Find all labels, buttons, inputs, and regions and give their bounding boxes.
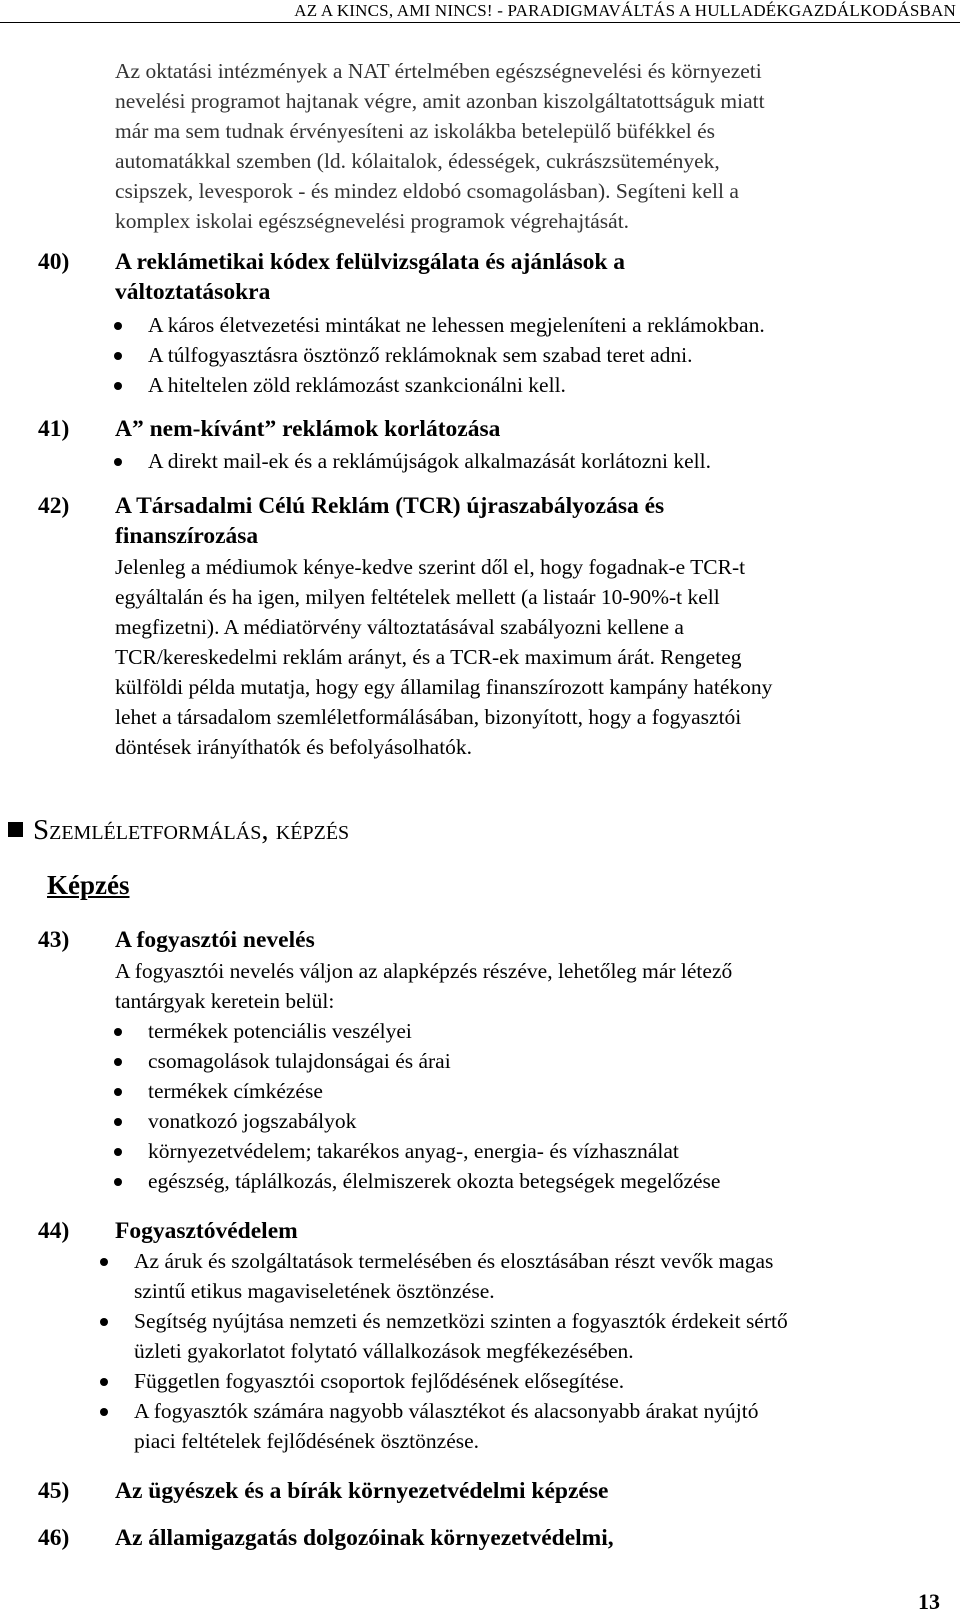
list-item-text: környezetvédelem; takarékos anyag-, energia- és vízhasználat [148, 1139, 679, 1163]
list-item [148, 1166, 928, 1196]
chapter-title: Szemléletformálás, képzés [33, 814, 350, 846]
list-item-text: A hiteltelen zöld reklámozást szankcionálni kell. [148, 373, 566, 397]
subheading: Képzés [47, 870, 130, 900]
list-item [148, 1136, 928, 1166]
list-item [148, 1016, 928, 1046]
list-item-text: vonatkozó jogszabályok [148, 1109, 357, 1133]
section-43-paragraph [115, 956, 935, 1016]
list-item-text: Az áruk és szolgáltatások termelésében és elosztásában részt vevők magas [134, 1249, 774, 1273]
bullet-icon [114, 1148, 122, 1156]
intro-line: Az oktatási intézmények a NAT értelmében egészségnevelési és környezeti [115, 59, 762, 83]
section-43-list [148, 1016, 928, 1196]
list-item-text: egészség, táplálkozás, élelmiszerek okozta betegségek megelőzése [148, 1169, 721, 1193]
intro-line: nevelési programot hajtanak végre, amit azonban kiszolgáltatottságuk miatt [115, 89, 765, 113]
bullet-icon [114, 352, 122, 360]
list-item-text: csomagolások tulajdonságai és árai [148, 1049, 451, 1073]
list-item-text: A káros életvezetési mintákat ne lehessen megjeleníteni a reklámokban. [148, 313, 765, 337]
list-item-text: A túlfogyasztásra ösztönző reklámoknak sem szabad teret adni. [148, 343, 693, 367]
paragraph-line: lehet a társadalom szemléletformálásában, bizonyított, hogy a fogyasztói [115, 705, 742, 729]
list-item [148, 340, 928, 370]
bullet-icon [114, 322, 122, 330]
section-title-line: változtatásokra [115, 279, 271, 305]
section-title-line: finanszírozása [115, 523, 259, 549]
paragraph-line: tantárgyak keretein belül: [115, 989, 335, 1013]
section-number: 46) [38, 1525, 70, 1551]
paragraph-line: A fogyasztói nevelés váljon az alapképzés részéve, lehetőleg már létező [115, 959, 733, 983]
bullet-icon [100, 1258, 108, 1266]
section-title: Az államigazgatás dolgozóinak környezetvédelmi, [115, 1525, 614, 1551]
bullet-icon [114, 1088, 122, 1096]
bullet-icon [114, 1028, 122, 1036]
section-title: Az ügyészek és a bírák környezetvédelmi képzése [115, 1478, 609, 1504]
bullet-icon [100, 1318, 108, 1326]
section-title-line: A reklámetikai kódex felülvizsgálata és ajánlások a [115, 249, 626, 275]
list-item [134, 1246, 934, 1306]
bullet-icon [114, 458, 122, 466]
list-item-text: termékek potenciális veszélyei [148, 1019, 412, 1043]
section-number: 41) [38, 416, 70, 442]
running-header-title: AZ A KINCS, AMI NINCS! - PARADIGMAVÁLTÁS A HULLADÉKGAZDÁLKODÁSBAN [294, 1, 956, 20]
square-bullet-icon [8, 822, 23, 837]
intro-paragraph [115, 56, 915, 236]
list-item [148, 370, 928, 400]
section-title: Fogyasztóvédelem [115, 1218, 298, 1244]
paragraph-line: megfizetni). A médiatörvény változtatásával szabályozni kellene a [115, 615, 684, 639]
section-number: 44) [38, 1218, 70, 1244]
list-item [134, 1306, 934, 1366]
list-item [148, 310, 928, 340]
list-item-text: szintű etikus magaviseletének ösztönzése. [134, 1279, 495, 1303]
list-item [134, 1396, 934, 1456]
paragraph-line: egyáltalán és ha igen, milyen feltételek mellett (a listaár 10-90%-t kell [115, 585, 720, 609]
section-title-line: A Társadalmi Célú Reklám (TCR) újraszabályozása és [115, 493, 665, 519]
bullet-icon [100, 1408, 108, 1416]
list-item [148, 1106, 928, 1136]
list-item [148, 1076, 928, 1106]
intro-line: automatákkal szemben (ld. kólaitalok, édességek, cukrászsütemények, [115, 149, 720, 173]
section-number: 42) [38, 493, 70, 519]
paragraph-line: külföldi példa mutatja, hogy egy államilag finanszírozott kampány hatékony [115, 675, 773, 699]
running-header [0, 0, 956, 22]
paragraph-line: döntések irányíthatók és befolyásolhatók. [115, 735, 473, 759]
list-item-text: Független fogyasztói csoportok fejlődésének elősegítése. [134, 1369, 625, 1393]
section-number: 43) [38, 927, 70, 953]
paragraph-line: TCR/kereskedelmi reklám arányt, és a TCR-ek maximum árát. Rengeteg [115, 645, 742, 669]
section-40-list [148, 310, 928, 400]
list-item-text: piaci feltételek fejlődésének ösztönzése. [134, 1429, 480, 1453]
bullet-icon [100, 1378, 108, 1386]
section-44-list [134, 1246, 934, 1456]
section-title: A fogyasztói nevelés [115, 927, 315, 953]
section-number: 40) [38, 249, 70, 275]
intro-line: csipszek, levesporok - és mindez eldobó csomagolásban). Segíteni kell a [115, 179, 739, 203]
list-item [148, 446, 928, 476]
list-item [148, 1046, 928, 1076]
section-41-list [148, 446, 928, 476]
header-rule [0, 22, 960, 23]
bullet-icon [114, 1058, 122, 1066]
list-item-text: üzleti gyakorlatot folytató vállalkozások megfékezésében. [134, 1339, 634, 1363]
section-number: 45) [38, 1478, 70, 1504]
list-item-text: A direkt mail-ek és a reklámújságok alkalmazását korlátozni kell. [148, 449, 711, 473]
page-number: 13 [918, 1589, 940, 1614]
list-item-text: A fogyasztók számára nagyobb választékot és alacsonyabb árakat nyújtó [134, 1399, 759, 1423]
chapter-heading [8, 812, 349, 848]
intro-line: komplex iskolai egészségnevelési programok végrehajtását. [115, 209, 630, 233]
section-title: A” nem-kívánt” reklámok korlátozása [115, 416, 501, 442]
section-42-paragraph [115, 552, 935, 762]
section-title [115, 247, 915, 307]
intro-line: már ma sem tudnak érvényesíteni az iskolákba betelepülő büfékkel és [115, 119, 715, 143]
bullet-icon [114, 1178, 122, 1186]
list-item-text: Segítség nyújtása nemzeti és nemzetközi szinten a fogyasztók érdekeit sértő [134, 1309, 788, 1333]
list-item-text: termékek címkézése [148, 1079, 323, 1103]
bullet-icon [114, 382, 122, 390]
paragraph-line: Jelenleg a médiumok kénye-kedve szerint dől el, hogy fogadnak-e TCR-t [115, 555, 746, 579]
section-title [115, 491, 915, 551]
list-item [134, 1366, 934, 1396]
bullet-icon [114, 1118, 122, 1126]
